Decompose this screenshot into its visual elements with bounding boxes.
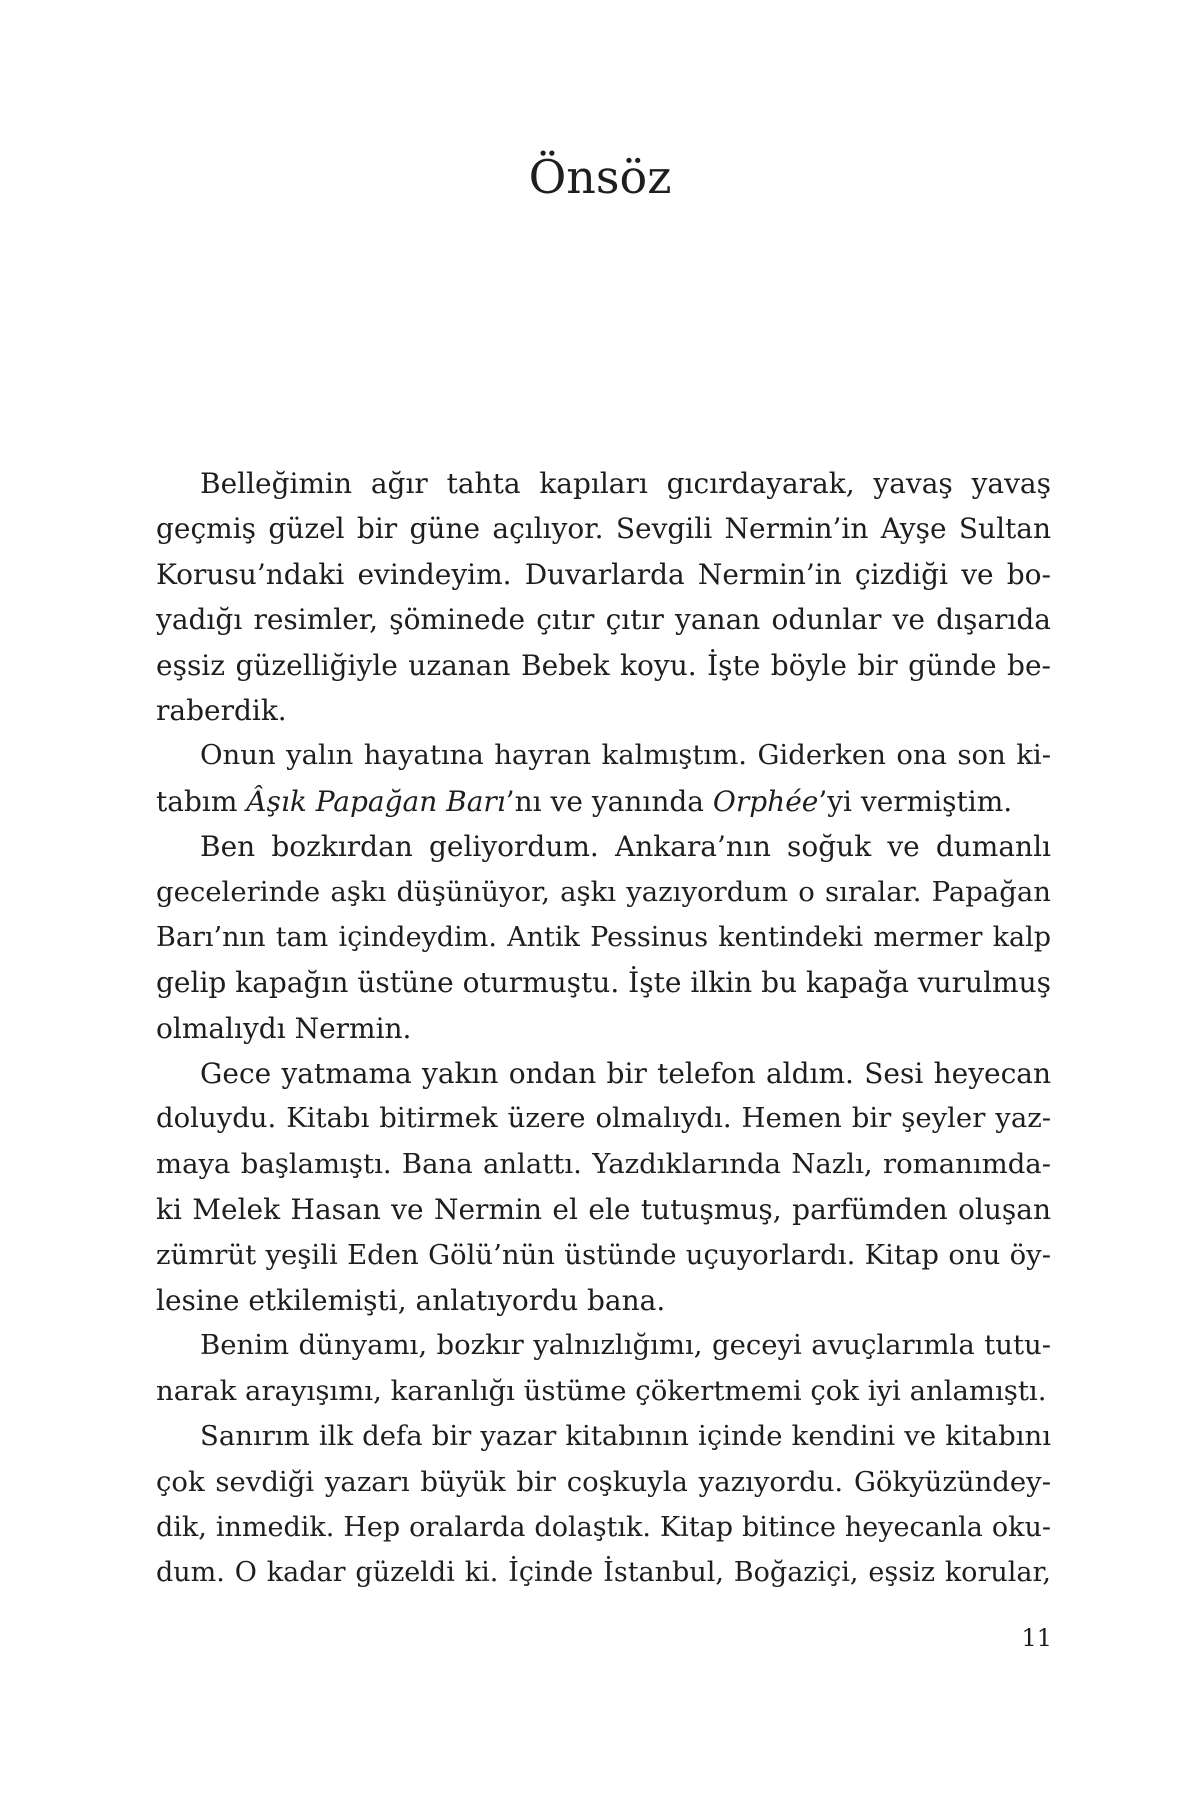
text-line: Belleğimin ağır tahta kapıları gıcırdayarak, yavaş yavaş <box>200 467 1051 500</box>
text-line: eşsiz güzelliğiyle uzanan Bebek koyu. İşte böyle bir günde be- <box>156 648 1051 682</box>
text-line: Onun yalın hayatına hayran kalmıştım. Giderken ona son ki- <box>200 739 1051 772</box>
text-segment: ’nı ve yanında <box>505 784 713 818</box>
text-line: yadığı resimler, şöminede çıtır çıtır yanan odunlar ve dışarıda <box>156 603 1051 637</box>
text-line: geçmiş güzel bir güne açılıyor. Sevgili Nermin’in Ayşe Sultan <box>156 512 1051 546</box>
text-line: doluydu. Kitabı bitirmek üzere olmalıydı. Hemen bir şeyler yaz- <box>156 1102 1051 1135</box>
text-line: lesine etkilemişti, anlatıyordu bana. <box>156 1284 666 1318</box>
text-line: Korusu’ndaki evindeyim. Duvarlarda Nermin’in çizdiği ve bo- <box>156 557 1051 591</box>
text-line <box>156 779 1051 824</box>
text-line: maya başlamıştı. Bana anlattı. Yazdıklarında Nazlı, romanımda- <box>156 1147 1051 1180</box>
text-line: dik, inmedik. Hep oralarda dolaştık. Kitap bitince heyecanla oku- <box>156 1511 1051 1543</box>
text-segment: ’yi vermiştim. <box>818 784 1013 818</box>
text-line: Ben bozkırdan geliyordum. Ankara’nın soğuk ve dumanlı <box>200 830 1051 864</box>
text-line: Gece yatmama yakın ondan bir telefon aldım. Sesi heyecan <box>200 1057 1051 1091</box>
text-line: Benim dünyamı, bozkır yalnızlığımı, geceyi avuçlarımla tutu- <box>200 1329 1051 1362</box>
text-line: zümrüt yeşili Eden Gölü’nün üstünde uçuyorlardı. Kitap onu öy- <box>156 1238 1051 1271</box>
chapter-title: Önsöz <box>528 150 672 204</box>
text-line: çok sevdiği yazarı büyük bir coşkuyla yazıyordu. Gökyüzündey- <box>156 1465 1051 1498</box>
text-line: narak arayışımı, karanlığı üstüme çökertmemi çok iyi anlamıştı. <box>156 1374 1047 1407</box>
text-line: olmalıydı Nermin. <box>156 1011 412 1045</box>
body-text <box>156 461 1051 1596</box>
text-line: ki Melek Hasan ve Nermin el ele tutuşmuş, parfümden oluşan <box>156 1193 1051 1227</box>
text-line: gelip kapağın üstüne oturmuştu. İşte ilkin bu kapağa vurulmuş <box>156 966 1051 1000</box>
text-line: raberdik. <box>156 693 287 727</box>
text-line: dum. O kadar güzeldi ki. İçinde İstanbul, Boğaziçi, eşsiz korular, <box>156 1557 1051 1589</box>
text-segment: tabım <box>156 784 247 818</box>
text-line: gecelerinde aşkı düşünüyor, aşkı yazıyordum o sıralar. Papağan <box>156 875 1051 908</box>
page-number: 11 <box>1021 1624 1052 1652</box>
text-line: Sanırım ilk defa bir yazar kitabının içinde kendini ve kitabını <box>200 1420 1051 1453</box>
book-title-italic: Âşık Papağan Barı <box>246 784 506 818</box>
book-title-italic: Orphée <box>712 784 819 818</box>
text-line: Barı’nın tam içindeydim. Antik Pessinus kentindeki mermer kalp <box>156 921 1051 953</box>
